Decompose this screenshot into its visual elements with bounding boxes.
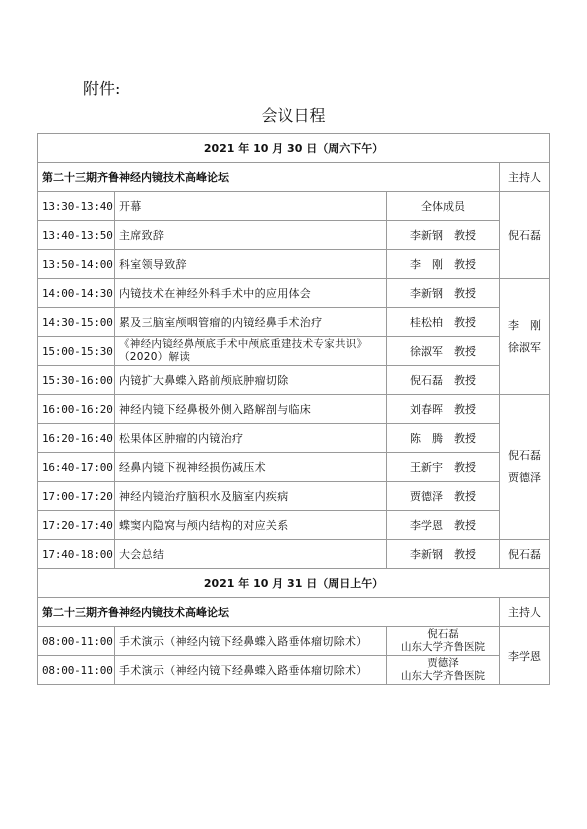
forum-header-row: [38, 163, 550, 192]
time-cell: 14:30-15:00: [38, 308, 115, 337]
speaker-cell: 陈 腾 教授: [387, 424, 500, 453]
topic-cell: 神经内镜下经鼻极外侧入路解剖与临床: [115, 395, 387, 424]
host-cell: 李学恩: [500, 627, 550, 685]
speaker-cell: 倪石磊 教授: [387, 366, 500, 395]
time-cell: 17:20-17:40: [38, 511, 115, 540]
speaker-cell: 李新钢 教授: [387, 540, 500, 569]
topic-cell: 主席致辞: [115, 221, 387, 250]
time-cell: 13:30-13:40: [38, 192, 115, 221]
topic-cell: 《神经内镜经鼻颅底手术中颅底重建技术专家共识》（2020）解读: [115, 337, 387, 366]
speaker-name: 倪石磊: [427, 628, 459, 640]
time-cell: 13:40-13:50: [38, 221, 115, 250]
topic-cell: 蝶窦内隐窝与颅内结构的对应关系: [115, 511, 387, 540]
table-row: [38, 366, 550, 395]
table-row: [38, 424, 550, 453]
day2-forum-title: 第二十三期齐鲁神经内镜技术高峰论坛: [38, 598, 500, 627]
table-row: [38, 540, 550, 569]
day1-host-header: 主持人: [500, 163, 550, 192]
schedule-table: [37, 133, 550, 685]
day1-forum-title: 第二十三期齐鲁神经内镜技术高峰论坛: [38, 163, 500, 192]
table-row: [38, 308, 550, 337]
day-header-row: [38, 134, 550, 163]
topic-cell: 经鼻内镜下视神经损伤减压术: [115, 453, 387, 482]
speaker-cell: 徐淑军 教授: [387, 337, 500, 366]
speaker-org: 山东大学齐鲁医院: [401, 641, 485, 653]
speaker-cell: 王新宇 教授: [387, 453, 500, 482]
time-cell: 13:50-14:00: [38, 250, 115, 279]
topic-cell: 内镜技术在神经外科手术中的应用体会: [115, 279, 387, 308]
time-cell: 08:00-11:00: [38, 627, 115, 656]
topic-cell: 手术演示（神经内镜下经鼻蝶入路垂体瘤切除术）: [115, 656, 387, 685]
table-row: [38, 511, 550, 540]
table-row: [38, 627, 550, 656]
table-row: [38, 395, 550, 424]
table-row: [38, 482, 550, 511]
attachment-label: 附件:: [83, 79, 121, 98]
speaker-cell: 贾德泽 教授: [387, 482, 500, 511]
host-cell: [500, 279, 550, 395]
speaker-cell: 全体成员: [387, 192, 500, 221]
topic-cell: 手术演示（神经内镜下经鼻蝶入路垂体瘤切除术）: [115, 627, 387, 656]
time-cell: 14:00-14:30: [38, 279, 115, 308]
host-name: 贾德泽: [508, 471, 541, 484]
time-cell: 15:00-15:30: [38, 337, 115, 366]
table-row: [38, 192, 550, 221]
table-row: [38, 337, 550, 366]
speaker-cell: 李新钢 教授: [387, 279, 500, 308]
speaker-cell: 刘春晖 教授: [387, 395, 500, 424]
speaker-cell: [387, 656, 500, 685]
topic-cell: 内镜扩大鼻蝶入路前颅底肿瘤切除: [115, 366, 387, 395]
time-cell: 15:30-16:00: [38, 366, 115, 395]
forum-header-row: [38, 598, 550, 627]
host-cell: [500, 395, 550, 540]
topic-cell: 科室领导致辞: [115, 250, 387, 279]
day2-host-header: 主持人: [500, 598, 550, 627]
host-cell: 倪石磊: [500, 192, 550, 279]
table-row: [38, 279, 550, 308]
table-row: [38, 453, 550, 482]
host-name: 李 刚: [508, 318, 541, 332]
table-row: [38, 656, 550, 685]
host-cell: 倪石磊: [500, 540, 550, 569]
day-header-row: [38, 569, 550, 598]
topic-cell: 开幕: [115, 192, 387, 221]
host-name: 徐淑军: [508, 340, 541, 354]
speaker-cell: [387, 627, 500, 656]
topic-cell: 神经内镜治疗脑积水及脑室内疾病: [115, 482, 387, 511]
host-name: 倪石磊: [508, 449, 541, 462]
document-title: 会议日程: [261, 106, 326, 125]
time-cell: 16:20-16:40: [38, 424, 115, 453]
speaker-cell: 桂松柏 教授: [387, 308, 500, 337]
time-cell: 08:00-11:00: [38, 656, 115, 685]
time-cell: 17:40-18:00: [38, 540, 115, 569]
table-row: [38, 221, 550, 250]
topic-cell: 累及三脑室颅咽管瘤的内镜经鼻手术治疗: [115, 308, 387, 337]
day1-date-bar: 2021 年 10 月 30 日（周六下午）: [38, 134, 550, 163]
topic-cell: 大会总结: [115, 540, 387, 569]
time-cell: 16:00-16:20: [38, 395, 115, 424]
table-row: [38, 250, 550, 279]
speaker-name: 贾德泽: [427, 657, 459, 669]
speaker-cell: 李 刚 教授: [387, 250, 500, 279]
time-cell: 17:00-17:20: [38, 482, 115, 511]
speaker-cell: 李新钢 教授: [387, 221, 500, 250]
speaker-cell: 李学恩 教授: [387, 511, 500, 540]
speaker-org: 山东大学齐鲁医院: [401, 670, 485, 682]
time-cell: 16:40-17:00: [38, 453, 115, 482]
topic-cell: 松果体区肿瘤的内镜治疗: [115, 424, 387, 453]
day2-date-bar: 2021 年 10 月 31 日（周日上午）: [38, 569, 550, 598]
